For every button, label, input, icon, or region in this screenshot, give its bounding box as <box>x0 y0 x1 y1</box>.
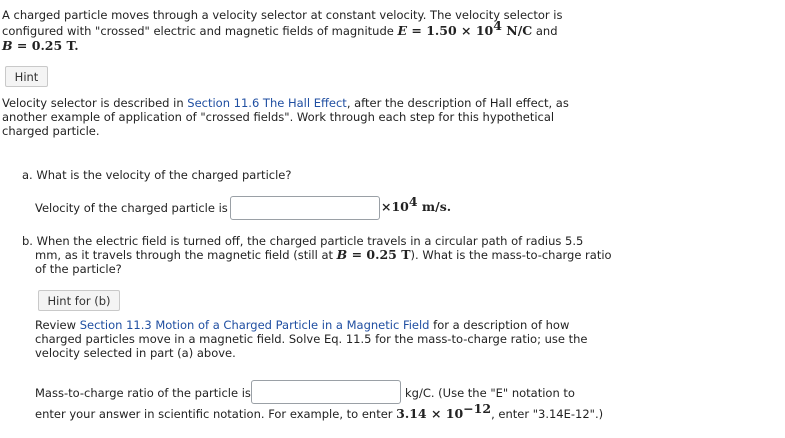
scientific-notation-instruction <box>35 401 604 421</box>
hint-b-line-2: charged particles move in a magnetic field. Solve Eq. 11.5 for the mass-to-charge ratio; use the <box>35 332 588 346</box>
hint-line-1 <box>2 96 569 110</box>
velocity-unit <box>381 194 452 214</box>
electric-field-value: = 1.50 × 10 <box>407 23 494 38</box>
electric-field-unit: N/C <box>501 23 533 38</box>
instruction-example-math: 3.14 × 10 <box>396 406 464 421</box>
hint-b-line-3: velocity selected in part (a) above. <box>35 346 236 360</box>
velocity-input[interactable] <box>230 196 380 220</box>
intro-line-2 <box>2 18 558 38</box>
mass-charge-unit: kg/C. (Use the "E" notation to <box>405 386 575 400</box>
velocity-unit-exponent: 4 <box>408 194 418 209</box>
intro-line-3 <box>2 39 79 53</box>
hint-b-line-1 <box>35 318 569 332</box>
velocity-unit-suffix: m/s. <box>417 199 452 214</box>
velocity-label: Velocity of the charged particle is <box>35 201 228 215</box>
hint-b-line-1-prefix: Review <box>35 318 80 332</box>
hint-line-3: charged particle. <box>2 124 100 138</box>
mass-charge-label: Mass-to-charge ratio of the particle is <box>35 386 251 400</box>
part-b-line-2 <box>35 248 612 262</box>
instruction-example-exponent: −12 <box>463 401 492 416</box>
hint-line-1-prefix: Velocity selector is described in <box>2 96 188 110</box>
instruction-suffix: , enter "3.14E-12".) <box>491 407 604 421</box>
intro-line-1: A charged particle moves through a velocity selector at constant velocity. The velocity selector is <box>2 8 563 22</box>
hint-button[interactable]: Hint <box>5 66 48 87</box>
electric-field-symbol: E <box>397 23 408 38</box>
part-b-line-1: b. When the electric field is turned off, the charged particle travels in a circular path of radius 5.5 <box>22 234 584 248</box>
part-b-field-symbol: B <box>336 247 348 262</box>
part-b-line-3: of the particle? <box>35 262 122 276</box>
hint-line-1-suffix: , after the description of Hall effect, as <box>346 96 569 110</box>
motion-charged-particle-link[interactable]: Section 11.3 Motion of a Charged Particle in a Magnetic Field <box>79 318 430 332</box>
instruction-prefix: enter your answer in scientific notation. For example, to enter <box>35 407 397 421</box>
electric-field-exponent: 4 <box>493 18 502 33</box>
part-b-line-2-prefix: mm, as it travels through the magnetic field (still at <box>35 248 337 262</box>
velocity-unit-prefix: ×10 <box>381 199 409 214</box>
hint-b-line-1-suffix: for a description of how <box>429 318 570 332</box>
mass-charge-input[interactable] <box>251 380 401 404</box>
part-b-field-value: = 0.25 T <box>347 247 411 262</box>
part-b-line-2-suffix: ). What is the mass-to-charge ratio <box>410 248 612 262</box>
hint-b-button[interactable]: Hint for (b) <box>38 290 120 311</box>
intro-line-2-prefix: configured with "crossed" electric and magnetic fields of magnitude <box>2 24 398 38</box>
hall-effect-link[interactable]: Section 11.6 The Hall Effect <box>187 96 347 110</box>
hint-line-2: another example of application of "crossed fields". Work through each step for this hypothetical <box>2 110 555 124</box>
intro-and: and <box>532 24 558 38</box>
magnetic-field-value: = 0.25 T. <box>12 38 79 53</box>
part-a-question: a. What is the velocity of the charged particle? <box>22 168 292 182</box>
magnetic-field-symbol: B <box>2 38 13 53</box>
